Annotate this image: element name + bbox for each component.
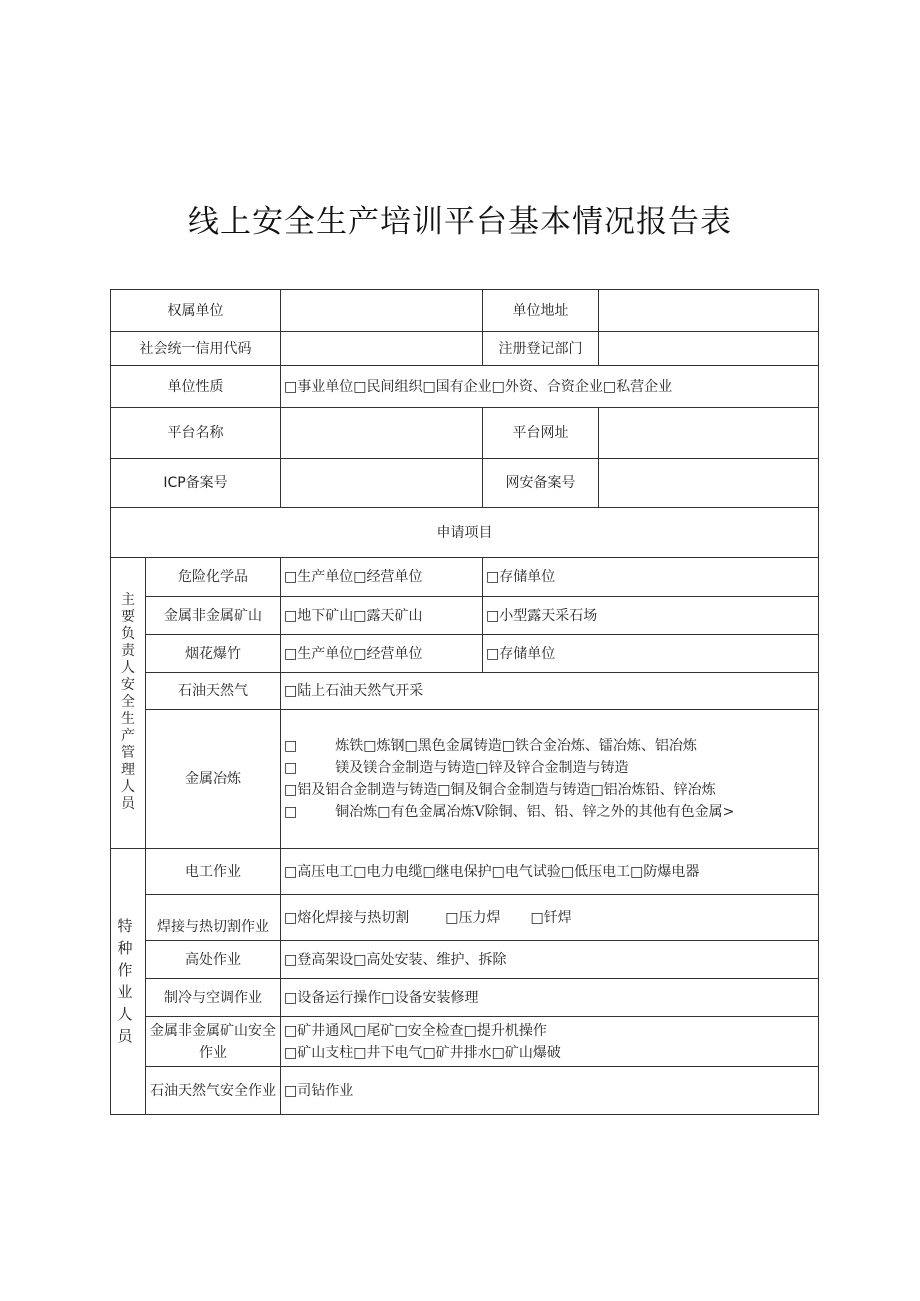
row-metal-smelting [111,710,819,849]
item-name: 金属非金属矿山 [146,597,281,635]
row-mines [111,597,819,635]
row-petroleum [111,673,819,710]
item-name: 金属非金属矿山安全作业 [146,1017,281,1067]
registration-label: 注册登记部门 [483,332,599,366]
credit-code-value[interactable] [281,332,483,366]
option-group[interactable]: □登高架设□高处安装、维护、拆除 [281,941,819,979]
row-nature [111,366,819,408]
metal-line-1: □ 炼铁□炼钢□黑色金属铸造□铁合金冶炼、镭冶炼、铝冶炼 [284,738,697,754]
item-name: 制冷与空调作业 [146,979,281,1017]
option-group[interactable]: □生产单位□经营单位 [281,558,483,597]
welding-options[interactable] [281,895,819,941]
mine-safety-options[interactable] [281,1017,819,1067]
group-management-label: 主要负责人安全生产管理人员 [111,558,146,849]
option-group[interactable]: □存储单位 [483,558,819,597]
option-group[interactable]: □司钻作业 [281,1067,819,1115]
option-group[interactable]: □设备运行操作□设备安装修理 [281,979,819,1017]
item-name: 危险化学品 [146,558,281,597]
option-group[interactable]: □生产单位□经营单位 [281,635,483,673]
row-credit-code [111,332,819,366]
row-mine-safety [111,1017,819,1067]
platform-name-value[interactable] [281,408,483,459]
item-name: 电工作业 [146,849,281,895]
metal-line-2: □ 镁及镁合金制造与铸造□锌及锌合金制造与铸造 [284,760,629,776]
row-icp [111,459,819,508]
mine-safety-line-1: □矿井通风□尾矿□安全检查□提升机操作 [284,1022,547,1039]
row-hazardous-chemicals [111,558,819,597]
page-title: 线上安全生产培训平台基本情况报告表 [188,204,732,240]
option-group[interactable]: □高压电工□电力电缆□继电保护□电气试验□低压电工□防爆电器 [281,849,819,895]
owner-label: 权属单位 [111,290,281,332]
metal-line-3: □铝及铝合金制造与铸造□铜及铜合金制造与铸造□铝冶炼铅、锌冶炼 [284,782,716,798]
mine-safety-line-2: □矿山支柱□井下电气□矿井排水□矿山爆破 [284,1044,561,1061]
row-height-work [111,941,819,979]
item-name: 焊接与热切割作业 [146,895,281,941]
icp-label: ICP备案号 [111,459,281,508]
row-fireworks [111,635,819,673]
apply-header: 申请项目 [111,508,819,558]
row-welding [111,895,819,941]
platform-url-label: 平台网址 [483,408,599,459]
item-name: 金属冶炼 [146,710,281,849]
report-table [110,289,819,1115]
item-name: 高处作业 [146,941,281,979]
option-group[interactable]: □存储单位 [483,635,819,673]
option-fusion-welding[interactable]: □熔化焊接与热切割 [284,909,410,926]
owner-value[interactable] [281,290,483,332]
platform-url-value[interactable] [599,408,819,459]
row-owner [111,290,819,332]
address-value[interactable] [599,290,819,332]
option-pressure-welding[interactable]: □压力焊 [445,909,501,926]
security-record-label: 网安备案号 [483,459,599,508]
item-name: 烟花爆竹 [146,635,281,673]
group-special-ops-label: 特种作业人员 [111,849,146,1115]
option-group[interactable]: □地下矿山□露天矿山 [281,597,483,635]
row-apply-header [111,508,819,558]
option-brazing[interactable]: □钎焊 [530,909,572,926]
item-name: 石油天然气安全作业 [146,1067,281,1115]
row-petroleum-safety [111,1067,819,1115]
registration-value[interactable] [599,332,819,366]
nature-label: 单位性质 [111,366,281,408]
platform-name-label: 平台名称 [111,408,281,459]
icp-value[interactable] [281,459,483,508]
option-group[interactable]: □小型露天采石场 [483,597,819,635]
item-name: 石油天然气 [146,673,281,710]
nature-options[interactable]: □事业单位□民间组织□国有企业□外资、合资企业□私营企业 [281,366,819,408]
address-label: 单位地址 [483,290,599,332]
metal-smelting-options[interactable] [281,710,819,849]
metal-line-4: □ 铜冶炼□有色金属冶炼V除铜、铝、铅、锌之外的其他有色金属> [284,804,735,820]
option-group[interactable]: □陆上石油天然气开采 [281,673,819,710]
row-electrician [111,849,819,895]
security-record-value[interactable] [599,459,819,508]
row-platform-name [111,408,819,459]
credit-code-label: 社会统一信用代码 [111,332,281,366]
row-refrigeration [111,979,819,1017]
